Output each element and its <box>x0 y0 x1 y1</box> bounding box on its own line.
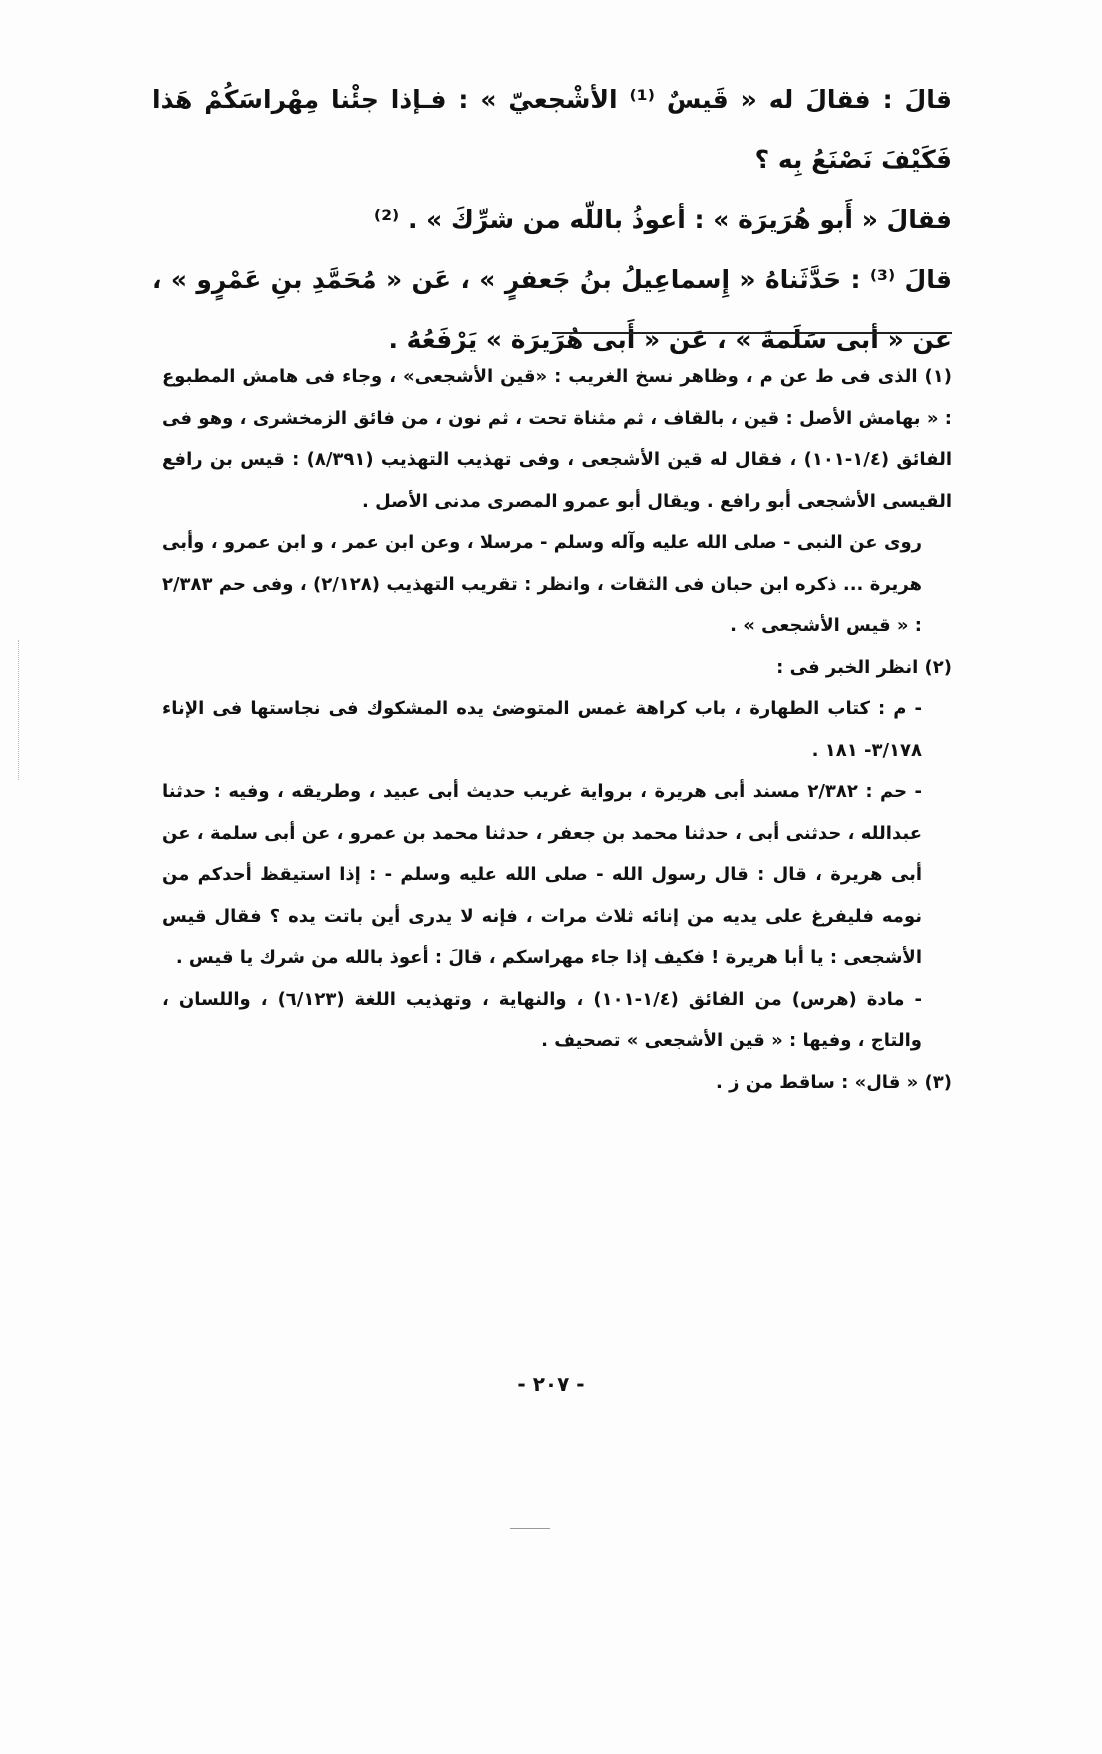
footnote-2-paragraph-2: - م : كتاب الطهارة ، باب كراهة غمس المتوضئ يده المشكوك فى نجاستها فى الإناء ٣/١٧٨- ١٨١ . <box>162 698 922 761</box>
footnote-separator <box>552 332 952 334</box>
main-paragraph-1: قالَ : فقالَ له « قَيسٌ ⁽¹⁾ الأشْجعيّ » : فـإذا جئْنا مِهْراسَكُمْ هَذا فَكَيْفَ نَصْنَعُ بِه ؟ <box>152 85 952 174</box>
main-paragraph-3: قالَ ⁽³⁾ : حَدَّثَناهُ « إِسماعِيلُ بنُ جَعفرٍ » ، عَن « مُحَمَّدِ بنِ عَمْرٍو » ، عن « أبى سَلَمةَ » ، عَن « أَبى هُرَيرَة » يَرْفَعُهُ . <box>152 265 953 354</box>
footnote-2-text: انظر الخبر فى : <box>776 656 919 678</box>
footnote-1-paragraph-1 <box>162 356 952 522</box>
footnote-2-paragraph-4: - مادة (هرس) من الفائق (١/٤-١٠١) ، والنهاية ، وتهذيب اللغة (٦/١٢٣) ، واللسان ، والتاج ، وفيها : « قين الأشجعى » تصحيف . <box>162 988 923 1051</box>
footnote-1-marker: (١) <box>924 366 952 387</box>
footnote-1-text: الذى فى ط عن م ، وظاهر نسخ الغريب : «قين الأشجعى» ، وجاء فى هامش المطبوع : « بهامش الأصل : قين ، بالقاف ، ثم مثناة تحت ، ثم نون ، من فائق الزمخشرى ، وهو فى الفائق (١/٤-١٠١) ، فقال له قين الأشجعى ، وفى تهذيب التهذيب (٨/٣٩١) : قيس بن رافع القيسى الأشجعى أبو رافع . ويقال أبو عمرو المصرى مدنى الأصل . <box>162 366 952 512</box>
footnote-2-heading <box>162 647 952 689</box>
bottom-rule <box>510 1528 550 1529</box>
footnote-3-marker: (٣) <box>924 1071 952 1093</box>
main-text <box>152 70 952 370</box>
footnote-3-text: « قال» : ساقط من ز . <box>715 1071 919 1093</box>
footnote-2-paragraph-3: - حم : ٢/٣٨٢ مسند أبى هريرة ، برواية غريب حديث أبى عبيد ، وطريقه ، وفيه : حدثنا عبدالله ، حدثنى أبى ، حدثنا محمد بن جعفر ، حدثنا محمد بن عمرو ، عن أبى سلمة ، عن أبى هريرة ، قال : قال رسول الله - صلى الله عليه وسلم - : إذا استيقظ أحدكم من نومه فليفرغ على يديه من إنائه ثلاث مرات ، فإنه لا يدرى أين باتت يده ؟ فقال قيس الأشجعى : يا أبا هريرة ! فكيف إذا جاء مهراسكم ، قالَ : أعوذ بالله من شرك يا قيس . <box>162 781 922 968</box>
page-number: - ٢٠٧ - <box>517 1372 585 1396</box>
scan-margin-mark <box>18 640 19 780</box>
footnotes <box>162 356 952 1103</box>
footnote-1-paragraph-2: روى عن النبى - صلى الله عليه وآله وسلم - مرسلا ، وعن ابن عمر ، و ابن عمرو ، وأبى هريرة ... ذكره ابن حبان فى الثقات ، وانظر : تقريب التهذيب (٢/١٢٨) ، وفى حم ٢/٣٨٣ : « قيس الأشجعى » . <box>162 532 922 636</box>
footnote-2-marker: (٢) <box>924 656 952 678</box>
main-paragraph-2: فقالَ « أَبو هُرَيرَة » : أعوذُ باللّه من شرِّكَ » . ⁽²⁾ <box>373 205 952 234</box>
footnote-3-paragraph-1 <box>162 1062 952 1104</box>
